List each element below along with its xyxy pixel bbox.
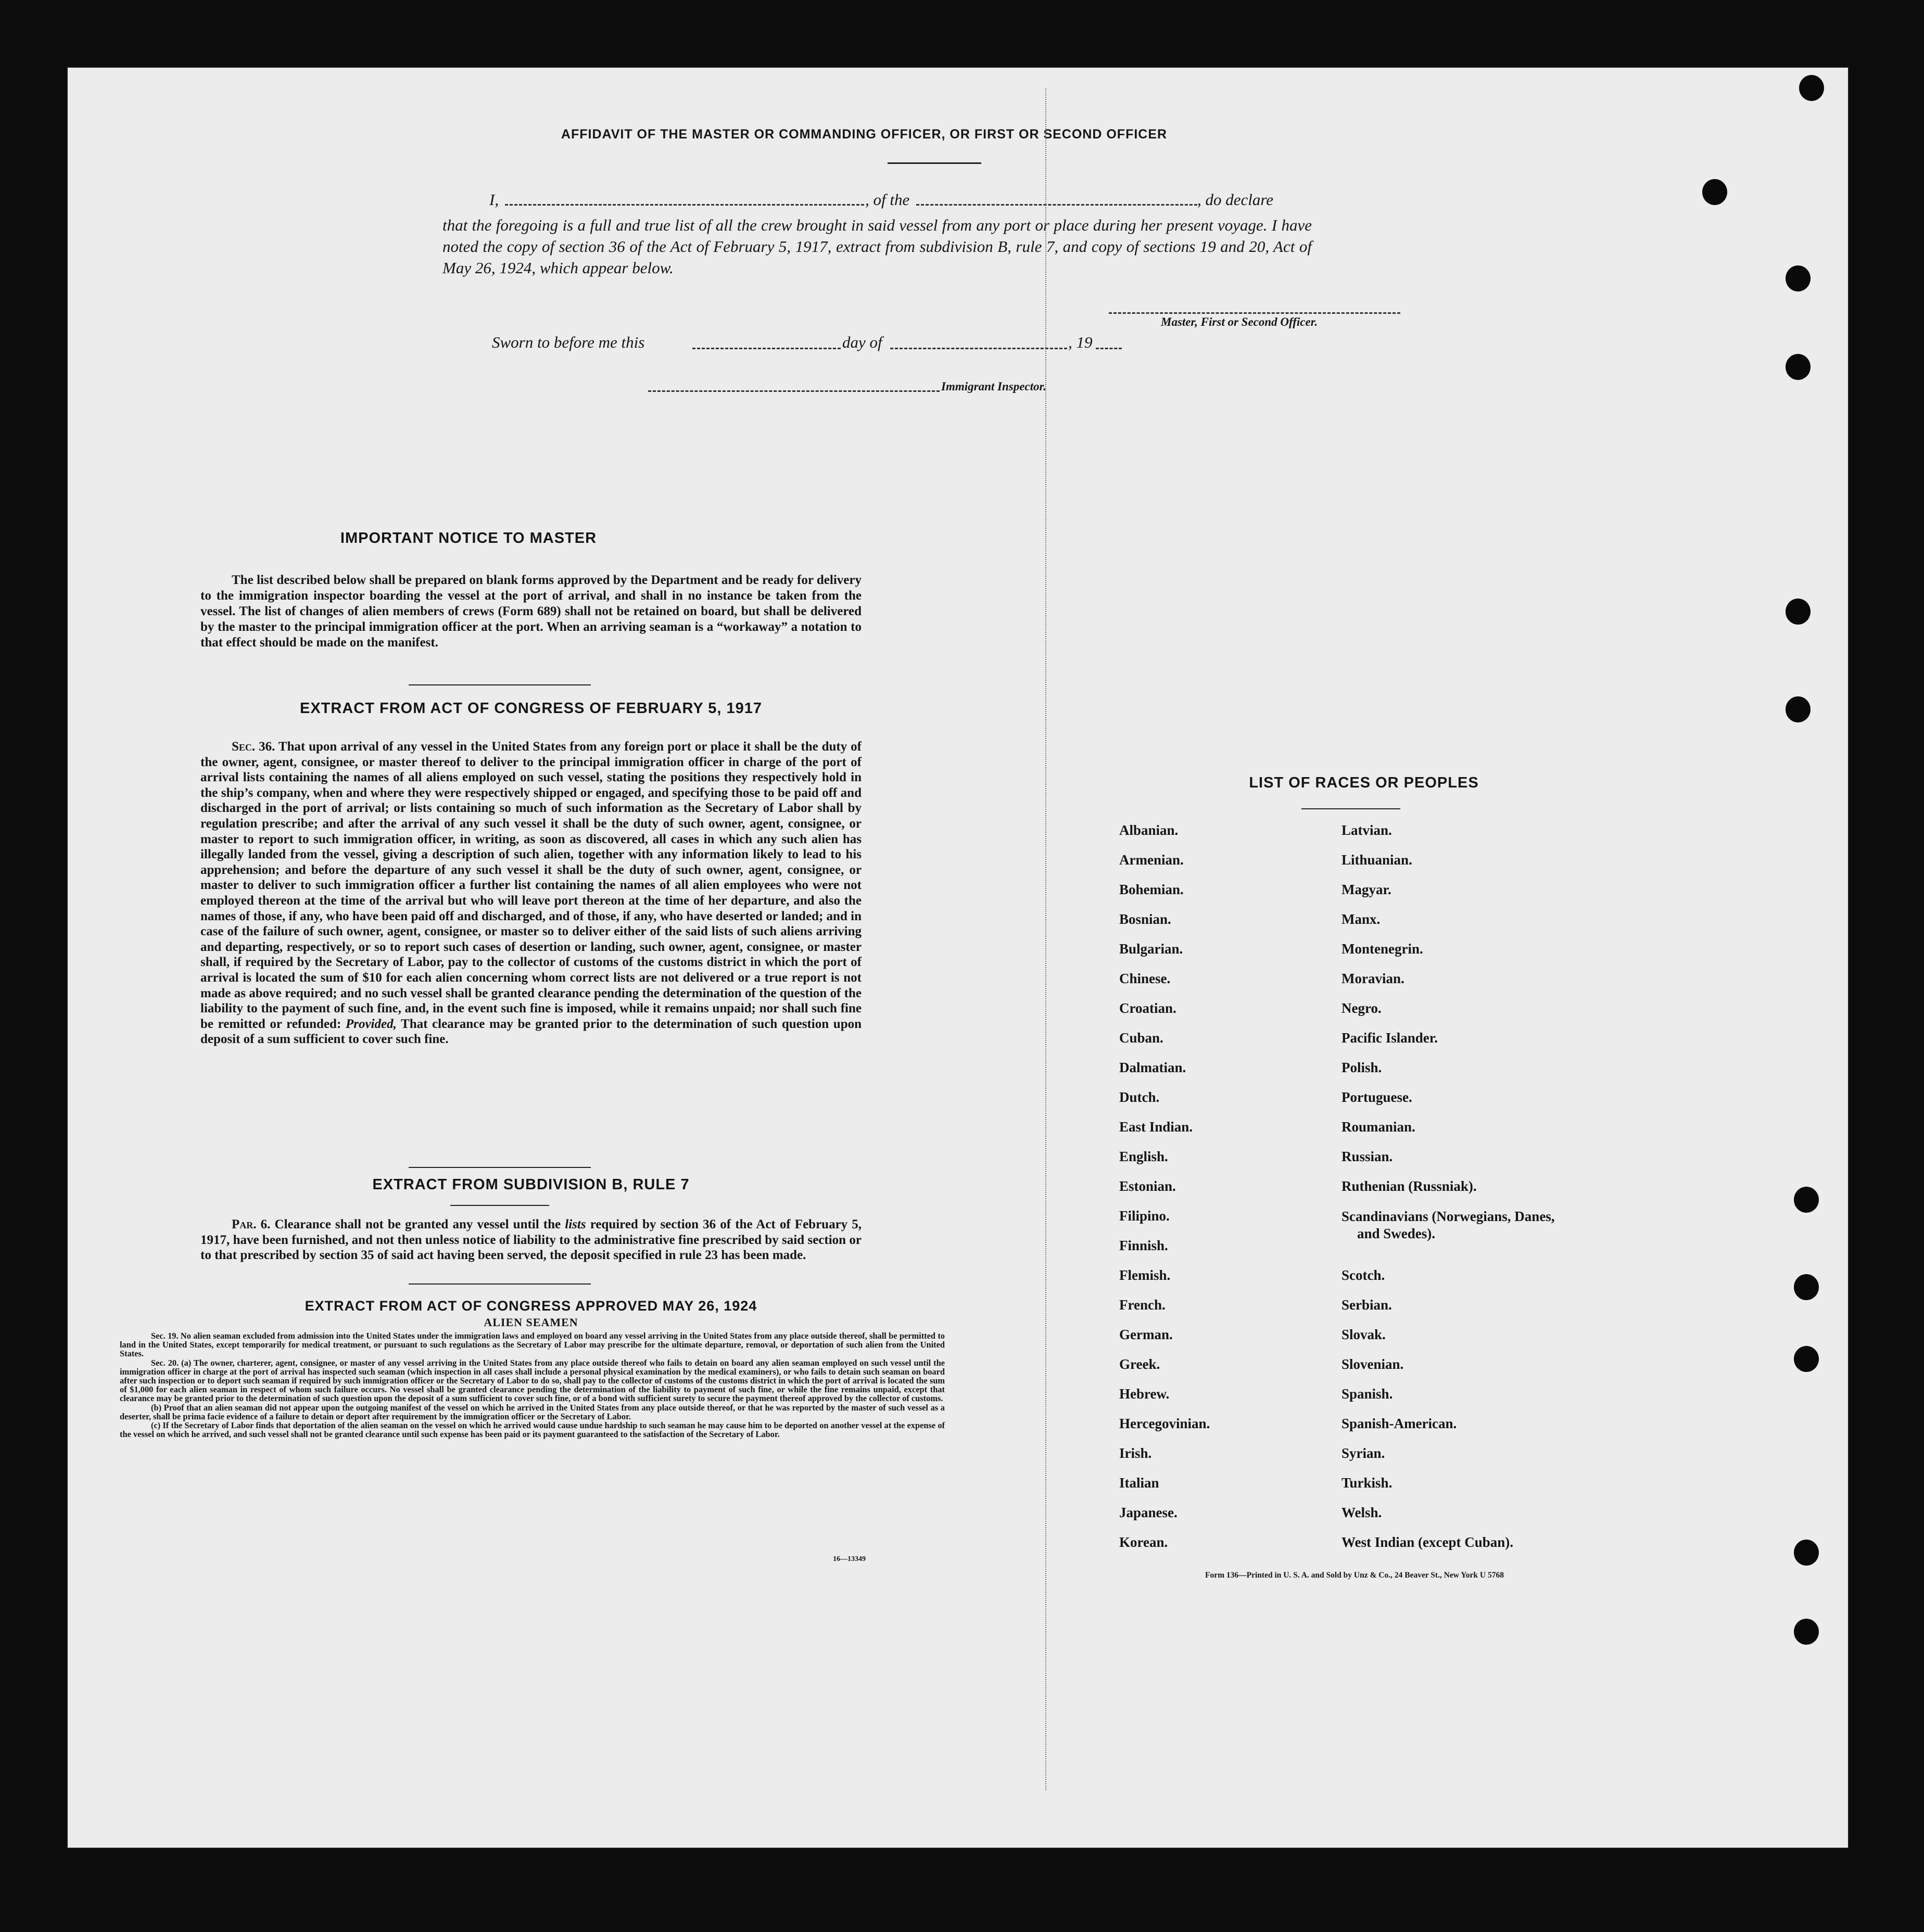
section-divider [450,1205,549,1206]
races-title-underline [1301,808,1400,809]
race-item: Spanish-American. [1341,1416,1457,1431]
race-item: Chinese. [1119,971,1171,986]
officer-signature-field[interactable] [1109,312,1400,314]
sworn-prefix: Sworn to before me this [492,333,645,351]
race-item: Welsh. [1341,1505,1382,1520]
affidavit-i-label: I, [489,190,499,209]
race-item: Armenian. [1119,852,1184,868]
sworn-day-field[interactable] [692,348,841,349]
race-item: Russian. [1341,1149,1393,1164]
notice-title: IMPORTANT NOTICE TO MASTER [340,530,597,546]
sec-36-text: That upon arrival of any vessel in the United States from any foreign port or place it shall be the duty of the owner, agent, consignee, or master thereof to deliver to the principal immigration officer in charge of the port of arrival lists containing the names of all aliens employed on such vessel, stating the positions they respectively hold in the ship’s company, when and where they were respectively shipped or engaged, and specifying those to be paid off and discharged in the port of arrival; or lists containing so much of such information as the Secretary of Labor shall by regulation prescribe; and after the arrival of any such vessel it shall be the duty of such owner, agent, consignee, or master to report to such immigration officer, in writing, as soon as discovered, all cases in which any such alien has illegally landed from the vessel, giving a description of such alien, together with any information likely to lead to his apprehension; and before the departure of any such vessel it shall be the duty of such owner, agent, consignee, or master to deliver to such immigration officer a further list containing the names of all alien employees who were not employed thereon at the time of the arrival but who will leave port thereon at the time of her departure, and also the names of those, if any, who have been paid off and discharged, and of those, if any, who have deserted or landed; and in case of the failure of such owner, agent, consignee, or master so to deliver either of the said lists of such aliens arriving and departing, respectively, or so to report such cases of desertion or landing, such owner, agent, consignee, or master shall, if required by the Secretary of Labor, pay to the collector of customs of the customs district in which the port of arrival is located the sum of $10 for each alien concerning whom correct lists are not delivered or a true report is not made as above required; and no such vessel shall be granted clearance pending the determination of the question of the liability to the payment of such fine, and, in the event such fine is imposed, while it remains unpaid; nor shall such fine be remitted or refunded: [200,740,862,1031]
affidavit-of-the-label: , of the [865,190,910,209]
inspector-caption: Immigrant Inspector. [941,380,1046,393]
races-title: LIST OF RACES OR PEOPLES [1249,774,1479,791]
race-item: East Indian. [1119,1119,1193,1135]
sworn-year-field[interactable] [1096,348,1122,349]
punch-hole [1794,1274,1819,1300]
race-item: Korean. [1119,1534,1168,1550]
race-item: Spanish. [1341,1386,1393,1402]
race-item: Pacific Islander. [1341,1030,1438,1046]
race-item: Latvian. [1341,822,1392,838]
race-item: Albanian. [1119,822,1179,838]
punch-hole [1794,1619,1819,1645]
punch-hole [1799,75,1824,101]
race-item: Negro. [1341,1000,1382,1016]
par-6-label: Par. 6. [232,1217,271,1231]
affidavit-title: AFFIDAVIT OF THE MASTER OR COMMANDING OFFICER, OR FIRST OR SECOND OFFICER [561,127,1168,142]
race-item: Finnish. [1119,1238,1168,1253]
race-item: Hebrew. [1119,1386,1170,1402]
sec-19-text: Sec. 19. No alien seaman excluded from admission into the United States under the immigration laws and employed on board any vessel arriving in the United States from any place outside thereof, shall be permitted to land in the United States, except temporarily for medical treatment, or pursuant to such regulations as the Secretary of Labor may prescribe for the ultimate departure, removal, or deportation of such alien from the United States. [120,1331,945,1359]
punch-hole [1794,1346,1819,1372]
sec-20b-text: (b) Proof that an alien seaman did not appear upon the outgoing manifest of the vessel on which he arrived in the United States from any place outside thereof, or that he was reported by the master of such vessel as a deserter, shall be prima facie evidence of a failure to detain or deport after requirement by the immigration officer or the Secretary of Labor. [120,1402,945,1421]
notice-body: The list described below shall be prepared on blank forms approved by the Department and be ready for delivery to the immigration inspector boarding the vessel at the port of arrival, and shall in no instance be taken from the vessel. The list of changes of alien members of crews (Form 689) shall not be retained on board, but shall be delivered by the master to the principal immigration officer at the port. When an arriving seaman is a “workaway” a notation to that effect should be made on the manifest. [200,573,862,650]
punch-hole [1786,599,1811,625]
race-item: German. [1119,1327,1173,1342]
race-item: Manx. [1341,911,1381,927]
race-item: Portuguese. [1341,1089,1412,1105]
form-footer: Form 136—Printed in U. S. A. and Sold by Unz & Co., 24 Beaver St., New York U 5768 [1205,1571,1504,1580]
race-item: Irish. [1119,1445,1152,1461]
race-item: Hercegovinian. [1119,1416,1210,1431]
race-item: Slovenian. [1341,1356,1404,1372]
race-item: Japanese. [1119,1505,1178,1520]
race-item: Cuban. [1119,1030,1163,1046]
race-item: Greek. [1119,1356,1160,1372]
provided-word: Provided, [345,1016,397,1031]
print-code: 16—13349 [833,1555,866,1563]
sworn-year: , 19 [1068,333,1093,351]
section-divider [409,684,591,685]
master-name-field[interactable] [505,204,864,206]
alien-seamen-subtitle: ALIEN SEAMEN [484,1316,578,1329]
race-item: Moravian. [1341,971,1404,986]
race-item: Croatian. [1119,1000,1176,1016]
race-item: West Indian (except Cuban). [1341,1534,1514,1550]
punch-hole [1702,179,1727,205]
race-item: Turkish. [1341,1475,1393,1491]
affidavit-body: that the foregoing is a full and true list of all the crew brought in said vessel from any port or place during her present voyage. I have noted the copy of section 36 of the Act of February 5, 1917, extract from subdivision B, rule 7, and copy of sections 19 and 20, Act of May 26, 1924, which appear below. [442,216,1312,277]
race-item: Slovak. [1341,1327,1386,1342]
punch-hole [1794,1187,1819,1213]
race-item: Montenegrin. [1341,941,1423,957]
race-item: Filipino. [1119,1208,1170,1224]
race-item: Serbian. [1341,1297,1392,1313]
race-item: French. [1119,1297,1166,1313]
race-item: Lithuanian. [1341,852,1412,868]
race-item: Bulgarian. [1119,941,1183,957]
extract-1917-body [200,739,862,1047]
extract-1924-title: EXTRACT FROM ACT OF CONGRESS APPROVED MAY 26, 1924 [305,1298,757,1314]
punch-hole [1786,696,1811,722]
extract-1917-title: EXTRACT FROM ACT OF CONGRESS OF FEBRUARY 5, 1917 [299,700,763,717]
race-item: Polish. [1341,1060,1382,1075]
race-item: Bosnian. [1119,911,1171,927]
race-item: Estonian. [1119,1178,1176,1194]
race-item: Dutch. [1119,1089,1160,1105]
fold-line [1045,88,1046,1790]
race-item: Dalmatian. [1119,1060,1186,1075]
par-6-text-b: required by section 36 of the Act of February 5, 1917, have been furnished, and not then unless notice of liability to the administrative fine prescribed by said section or to that prescribed by section 35 of said act having been served, the deposit specified in rule 23 has been made. [200,1217,862,1263]
form-page [68,68,1848,1848]
race-item: Bohemian. [1119,882,1184,897]
affidavit-declare-label: , do declare [1197,190,1274,209]
race-item: Scandinavians (Norwegians, Danes, and Swedes). [1341,1209,1555,1241]
punch-hole [1794,1540,1819,1566]
sec-20c-text: (c) If the Secretary of Labor finds that deportation of the alien seaman on the vessel on which he arrived would cause undue hardship to such seaman he may cause him to be deported on another vessel at the expense of the vessel on which he arrived, and such vessel shall not be granted clearance until such expense has been paid or its payment guaranteed to the satisfaction of the Secretary of Labor. [120,1420,945,1440]
section-divider [409,1167,591,1168]
rule7-body [200,1217,862,1263]
lists-word: lists [565,1217,586,1231]
sworn-month-field[interactable] [890,348,1067,349]
sec-36-label: Sec. 36. [232,740,275,754]
vessel-name-field[interactable] [916,204,1197,206]
race-item: Syrian. [1341,1445,1385,1461]
section-divider [409,1283,591,1285]
extract-1924-body [120,1331,945,1439]
sec-36-tail: That clearance may be granted prior to the determination of such question upon deposit of a sum sufficient to cover such fine. [200,1016,862,1047]
punch-hole [1786,265,1811,291]
race-item: Scotch. [1341,1267,1385,1283]
race-item: Magyar. [1341,882,1391,897]
race-item: English. [1119,1149,1168,1164]
race-item: Flemish. [1119,1267,1171,1283]
race-item: Ruthenian (Russniak). [1341,1178,1477,1194]
title-underline [888,162,981,164]
par-6-text-a: Clearance shall not be granted any vessel until the [274,1217,561,1231]
inspector-signature-field[interactable] [648,390,940,392]
race-item: Italian [1119,1475,1159,1491]
punch-hole [1786,354,1811,380]
race-item: Roumanian. [1341,1119,1415,1135]
sworn-day-of: day of [842,333,882,351]
rule7-title: EXTRACT FROM SUBDIVISION B, RULE 7 [372,1176,690,1193]
sec-20a-text: Sec. 20. (a) The owner, charterer, agent, consignee, or master of any vessel arriving in the United States from any place outside thereof who fails to detain on board any alien seaman employed on such vessel until the immigration officer in charge at the port of arrival has inspected such seaman (which inspection in all cases shall include a personal physical examination by the medical examiners), or who fails to detain such seaman on board after such inspection or to deport such seaman if required by such immigration officer or the Secretary of Labor to do so, shall pay to the collector of customs of the customs district in which the port of arrival is located the sum of $1,000 for each alien seaman in respect of whom such failure occurs. No vessel shall be granted clearance pending the determination of the liability to payment of such fine, or while the fine remains unpaid, except that clearance may be granted prior to the determination of such question upon the deposit of a sum sufficient to cover such fine, or of a bond with sufficient surety to secure the payment thereof approved by the collector of customs. [120,1357,945,1404]
signature-caption: Master, First or Second Officer. [1161,315,1318,328]
